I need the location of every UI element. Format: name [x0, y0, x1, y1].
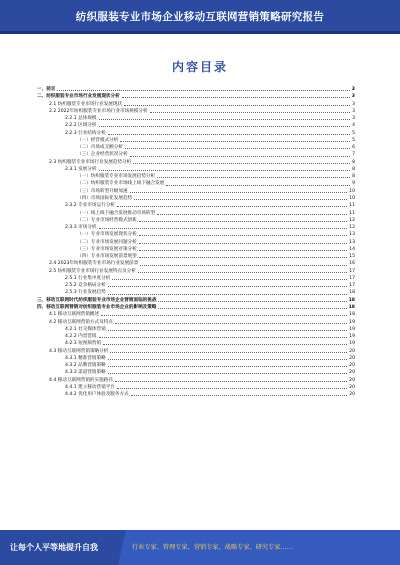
toc-entry-page: 11	[349, 210, 355, 216]
toc-entry[interactable]	[37, 180, 355, 187]
table-of-contents	[37, 86, 355, 398]
toc-entry-label: 4.2.2 内容营销	[65, 334, 97, 340]
toc-entry-page: 20	[349, 348, 355, 354]
toc-entry-page: 11	[349, 203, 355, 209]
toc-entry-page: 20	[349, 392, 355, 398]
toc-leader-dots	[120, 141, 350, 142]
toc-entry-label: 4.2.3 短视频营销	[65, 341, 102, 347]
toc-entry-label: 2.3.3 市场分析	[65, 225, 97, 231]
toc-entry-page: 19	[349, 326, 355, 332]
toc-entry-page: 9	[352, 181, 355, 187]
toc-leader-dots	[115, 381, 347, 382]
toc-entry[interactable]	[37, 115, 355, 122]
toc-entry[interactable]	[37, 151, 355, 158]
toc-entry-label: 三、移动互联网时代纺织服装专业市场企业营销面临的挑战	[37, 297, 157, 303]
toc-leader-dots	[99, 119, 351, 120]
toc-entry-page: 18	[348, 304, 355, 310]
toc-leader-dots	[112, 279, 347, 280]
toc-entry[interactable]	[37, 377, 355, 384]
toc-entry-page: 6	[352, 145, 355, 151]
toc-entry-label: 4.4.2 优化用户体验及服务方式	[65, 392, 129, 398]
toc-entry-page: 20	[349, 384, 355, 390]
toc-entry-label: 2.5.3 行业发展趋势	[65, 290, 106, 296]
toc-leader-dots	[99, 126, 351, 127]
toc-entry-label: （二）专业市场发展问题分析	[77, 239, 137, 245]
toc-entry-label: （三）专业市场发展对策分析	[77, 246, 137, 252]
toc-entry-label: 4.2 移动互联网营销方式及特点	[49, 319, 113, 325]
toc-entry-label: 4.4.1 建立移动营销平台	[65, 384, 115, 390]
toc-entry-label: （三）市场转型升级加速	[77, 188, 128, 194]
toc-entry[interactable]	[37, 86, 355, 93]
toc-leader-dots	[103, 344, 347, 345]
toc-entry-page: 5	[352, 130, 355, 136]
toc-leader-dots	[101, 315, 347, 316]
toc-entry[interactable]	[37, 355, 355, 362]
toc-entry-label: （一）线上线下融合发展推动市场转型	[77, 210, 156, 216]
toc-leader-dots	[108, 330, 347, 331]
toc-leader-dots	[139, 221, 347, 222]
toc-leader-dots	[108, 134, 350, 135]
toc-leader-dots	[125, 148, 350, 149]
toc-entry-label: 2.5.1 行业集中度分析	[65, 275, 111, 281]
toc-leader-dots	[139, 257, 347, 258]
toc-leader-dots	[122, 97, 350, 98]
toc-entry-label: （三）企业经营状况分析	[77, 152, 128, 158]
toc-entry[interactable]	[37, 348, 355, 355]
toc-entry[interactable]	[37, 275, 355, 282]
toc-entry[interactable]	[37, 202, 355, 209]
toc-leader-dots	[157, 177, 350, 178]
toc-entry-label: （四）市场国际化发展趋势	[77, 195, 133, 201]
toc-entry[interactable]	[37, 333, 355, 340]
toc-entry[interactable]	[37, 239, 355, 246]
toc-leader-dots	[99, 228, 348, 229]
toc-entry-page: 18	[348, 297, 355, 303]
toc-leader-dots	[139, 235, 347, 236]
toc-entry-label: 四、移动互联网营销对纺织服装专业市场企业的影响及策略	[37, 304, 157, 310]
toc-entry-label: 4.1 移动互联网营销概述	[49, 312, 100, 318]
toc-entry-page: 14	[349, 246, 355, 252]
toc-leader-dots	[130, 192, 348, 193]
toc-entry-page: 5	[352, 137, 355, 143]
toc-leader-dots	[158, 301, 346, 302]
toc-entry-label: （一）经营模式分析	[77, 137, 119, 143]
toc-entry-page: 19	[349, 334, 355, 340]
toc-entry[interactable]	[37, 130, 355, 137]
toc-entry-page: 10	[349, 195, 355, 201]
toc-entry[interactable]	[37, 93, 355, 100]
toc-entry-label: 2.2.3 行业结构分析	[65, 130, 106, 136]
toc-entry[interactable]	[37, 217, 355, 224]
toc-entry[interactable]	[37, 246, 355, 253]
toc-entry-page: 8	[352, 166, 355, 172]
toc-entry-page: 17	[349, 283, 355, 289]
toc-leader-dots	[99, 170, 351, 171]
toc-leader-dots	[108, 359, 347, 360]
toc-entry-label: 4.3.2 品牌营销策略	[65, 363, 106, 369]
toc-entry-page: 15	[349, 254, 355, 260]
toc-entry-page: 20	[349, 377, 355, 383]
toc-leader-dots	[166, 185, 350, 186]
toc-entry[interactable]	[37, 137, 355, 144]
toc-leader-dots	[108, 373, 347, 374]
toc-leader-dots	[108, 286, 347, 287]
toc-entry[interactable]	[37, 108, 355, 115]
toc-entry[interactable]	[37, 173, 355, 180]
toc-leader-dots	[57, 90, 349, 91]
toc-entry[interactable]	[37, 326, 355, 333]
toc-entry-page: 20	[349, 370, 355, 376]
toc-entry-label: 2.2.1 总体规模	[65, 116, 97, 122]
toc-entry-label: 4.3.3 渠道营销策略	[65, 370, 106, 376]
toc-entry[interactable]	[37, 297, 355, 304]
toc-entry-page: 10	[349, 188, 355, 194]
toc-entry-page: 17	[349, 268, 355, 274]
toc-entry-page: 20	[349, 355, 355, 361]
toc-entry[interactable]	[37, 304, 355, 311]
toc-entry-label: 2.5.2 竞争格局分析	[65, 283, 106, 289]
footer-slogan: 让每个人平等地提升自我	[10, 543, 98, 552]
toc-leader-dots	[117, 206, 347, 207]
toc-entry-label: （一）纺织服装专业市场发展趋势分析	[77, 174, 156, 180]
toc-entry-label: 一、前言	[37, 87, 56, 92]
toc-entry-page: 8	[352, 174, 355, 180]
toc-entry-page: 17	[349, 275, 355, 281]
toc-entry[interactable]	[37, 159, 355, 166]
toc-entry[interactable]	[37, 195, 355, 202]
toc-entry-label: （二）纺织服装专业市场线上线下融合发展	[77, 181, 165, 187]
toc-entry-page: 7	[352, 152, 355, 158]
toc-leader-dots	[117, 388, 347, 389]
toc-entry-label: 4.3 移动互联网营销策略分析	[49, 348, 109, 354]
toc-entry-page: 4	[352, 123, 355, 129]
toc-entry-label: 2.1 纺织服装专业市场行业发展现状	[49, 101, 123, 107]
toc-leader-dots	[133, 163, 350, 164]
toc-entry-label: （二）市场成交额分析	[77, 145, 123, 151]
toc-entry[interactable]	[37, 210, 355, 217]
toc-entry-label: 2.5 纺织服装专业市场行业发展特点及分析	[49, 268, 136, 274]
toc-leader-dots	[124, 105, 350, 106]
toc-entry-page: 3	[352, 116, 355, 122]
toc-leader-dots	[130, 156, 351, 157]
toc-leader-dots	[140, 265, 347, 266]
toc-leader-dots	[139, 243, 347, 244]
toc-leader-dots	[131, 395, 347, 396]
toc-entry[interactable]	[37, 224, 355, 231]
toc-leader-dots	[139, 250, 347, 251]
toc-entry-page: 3	[351, 87, 355, 92]
toc-entry-label: （四）专业市场发展前景展望	[77, 254, 137, 260]
toc-entry[interactable]	[37, 166, 355, 173]
toc-entry-page: 19	[349, 319, 355, 325]
toc-entry-label: 2.2.2 区域分析	[65, 123, 97, 129]
toc-entry-page: 3	[351, 94, 355, 100]
toc-entry-page: 8	[352, 159, 355, 165]
toc-entry[interactable]	[37, 384, 355, 391]
toc-entry-page: 19	[349, 341, 355, 347]
toc-entry-label: （二）专业市场经营模式创新	[77, 217, 137, 223]
toc-leader-dots	[150, 112, 351, 113]
toc-entry-page: 3	[352, 101, 355, 107]
toc-entry-label: （一）专业市场发展现状分析	[77, 232, 137, 238]
toc-entry-page: 13	[349, 239, 355, 245]
footer-tagline: 行业专家、管理专家、营销专家、战略专家、研究专家……	[132, 544, 293, 551]
toc-leader-dots	[134, 199, 347, 200]
document-title: 纺织服装专业市场企业移动互联网营销策略研究报告	[75, 11, 325, 23]
toc-entry-page: 13	[349, 232, 355, 238]
toc-entry-label: 4.2.1 社交媒体营销	[65, 326, 106, 332]
toc-entry[interactable]	[37, 311, 355, 318]
toc-entry-label: 2.3.1 发展分析	[65, 166, 97, 172]
toc-entry[interactable]	[37, 268, 355, 275]
toc-entry[interactable]	[37, 144, 355, 151]
toc-entry-label: 4.3.1 精准营销策略	[65, 355, 106, 361]
toc-entry[interactable]	[37, 340, 355, 347]
toc-entry-label: 2.3.2 专业市场运行分析	[65, 203, 115, 209]
toc-entry[interactable]	[37, 319, 355, 326]
toc-entry[interactable]	[37, 188, 355, 195]
toc-leader-dots	[157, 214, 347, 215]
toc-entry[interactable]	[37, 391, 355, 398]
toc-entry-page: 3	[352, 108, 355, 114]
toc-leader-dots	[108, 294, 347, 295]
toc-entry[interactable]	[37, 260, 355, 267]
toc-entry-page: 12	[349, 225, 355, 231]
toc-entry[interactable]	[37, 282, 355, 289]
toc-entry[interactable]	[37, 231, 355, 238]
toc-entry-label: 2.3 纺织服装专业市场行业发展趋势分析	[49, 159, 132, 165]
toc-entry[interactable]	[37, 369, 355, 376]
toc-entry-label: 2.2 2022年纺织服装专业市场行业市场规模分析	[49, 108, 148, 114]
toc-entry[interactable]	[37, 101, 355, 108]
toc-leader-dots	[158, 308, 346, 309]
toc-leader-dots	[110, 352, 347, 353]
toc-entry-page: 12	[349, 217, 355, 223]
toc-entry-page: 16	[349, 261, 355, 267]
toc-leader-dots	[115, 323, 347, 324]
toc-entry-page: 18	[349, 312, 355, 318]
toc-leader-dots	[99, 337, 348, 338]
toc-heading: 内容目录	[171, 60, 228, 74]
toc-entry[interactable]	[37, 122, 355, 129]
toc-entry-label: 4.4 移动互联网营销的实施路径	[49, 377, 113, 383]
toc-leader-dots	[108, 366, 347, 367]
toc-entry[interactable]	[37, 253, 355, 260]
toc-leader-dots	[138, 272, 347, 273]
toc-entry-label: 2.4 2023年纺织服装专业市场行业发展前景	[49, 261, 139, 267]
toc-entry[interactable]	[37, 362, 355, 369]
toc-entry-page: 20	[349, 363, 355, 369]
toc-entry-page: 18	[349, 290, 355, 296]
toc-entry[interactable]	[37, 289, 355, 296]
toc-entry-label: 二、纺织服装专业市场行业发展现状分析	[37, 94, 120, 100]
